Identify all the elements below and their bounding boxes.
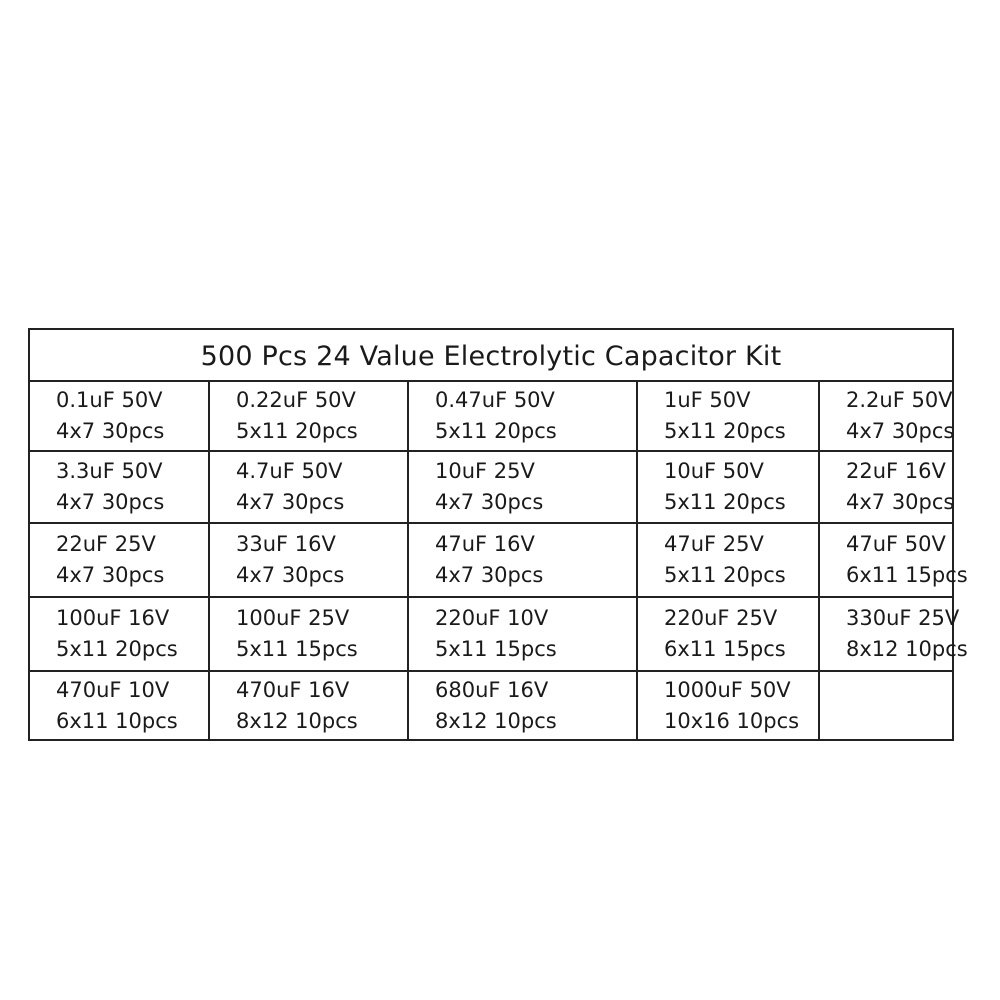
capacitor-spec: 470uF 10V xyxy=(56,677,170,702)
capacitor-cell xyxy=(638,452,820,524)
capacitor-spec: 1000uF 50V xyxy=(664,677,791,702)
capacitor-cell xyxy=(638,598,820,672)
capacitor-spec: 0.22uF 50V xyxy=(236,388,356,412)
capacitor-spec: 100uF 16V xyxy=(56,606,170,630)
capacitor-spec: 22uF 25V xyxy=(56,532,156,556)
capacitor-spec: 10uF 25V xyxy=(435,459,535,483)
capacitor-size-qty: 4x7 30pcs xyxy=(236,490,345,514)
capacitor-cell xyxy=(210,598,409,672)
capacitor-cell xyxy=(638,524,820,598)
capacitor-spec: 47uF 25V xyxy=(664,532,764,556)
capacitor-size-qty: 8x12 10pcs xyxy=(846,637,968,661)
capacitor-spec: 100uF 25V xyxy=(236,606,350,630)
capacitor-size-qty: 4x7 30pcs xyxy=(56,563,165,587)
capacitor-size-qty: 6x11 10pcs xyxy=(56,708,178,733)
capacitor-size-qty: 6x11 15pcs xyxy=(846,563,968,587)
capacitor-cell xyxy=(820,452,955,524)
capacitor-spec: 0.1uF 50V xyxy=(56,388,163,412)
capacitor-spec: 22uF 16V xyxy=(846,459,946,483)
capacitor-size-qty: 6x11 15pcs xyxy=(664,637,786,661)
capacitor-cell xyxy=(820,598,968,672)
capacitor-cell xyxy=(409,598,638,672)
capacitor-size-qty: 8x12 10pcs xyxy=(236,708,358,733)
capacitor-cell xyxy=(30,672,210,739)
capacitor-cell xyxy=(30,524,210,598)
capacitor-spec: 3.3uF 50V xyxy=(56,459,163,483)
capacitor-size-qty: 4x7 30pcs xyxy=(56,419,165,443)
capacitor-size-qty: 4x7 30pcs xyxy=(435,490,544,514)
capacitor-size-qty: 4x7 30pcs xyxy=(236,563,345,587)
capacitor-size-qty: 4x7 30pcs xyxy=(846,419,955,443)
capacitor-spec: 33uF 16V xyxy=(236,532,336,556)
capacitor-size-qty: 4x7 30pcs xyxy=(435,563,544,587)
capacitor-grid xyxy=(30,382,968,741)
capacitor-cell xyxy=(210,524,409,598)
capacitor-spec: 680uF 16V xyxy=(435,677,549,702)
capacitor-spec: 47uF 50V xyxy=(846,532,946,556)
capacitor-size-qty: 5x11 15pcs xyxy=(236,637,358,661)
capacitor-cell xyxy=(210,672,409,739)
capacitor-size-qty: 4x7 30pcs xyxy=(56,490,165,514)
capacitor-cell xyxy=(409,452,638,524)
capacitor-size-qty: 5x11 20pcs xyxy=(236,419,358,443)
capacitor-spec: 0.47uF 50V xyxy=(435,388,555,412)
table-title: 500 Pcs 24 Value Electrolytic Capacitor Kit xyxy=(30,330,952,382)
capacitor-spec: 10uF 50V xyxy=(664,459,764,483)
empty-cell xyxy=(820,672,952,739)
capacitor-spec: 330uF 25V xyxy=(846,606,960,630)
capacitor-cell xyxy=(30,452,210,524)
capacitor-cell xyxy=(30,382,210,452)
capacitor-spec: 4.7uF 50V xyxy=(236,459,343,483)
capacitor-spec: 47uF 16V xyxy=(435,532,535,556)
capacitor-size-qty: 8x12 10pcs xyxy=(435,708,557,733)
capacitor-cell xyxy=(820,382,955,452)
capacitor-size-qty: 5x11 20pcs xyxy=(664,419,786,443)
capacitor-cell xyxy=(210,382,409,452)
capacitor-spec: 2.2uF 50V xyxy=(846,388,953,412)
capacitor-spec: 1uF 50V xyxy=(664,388,751,412)
capacitor-spec: 220uF 10V xyxy=(435,606,549,630)
capacitor-spec: 470uF 16V xyxy=(236,677,350,702)
capacitor-size-qty: 5x11 20pcs xyxy=(435,419,557,443)
capacitor-size-qty: 5x11 15pcs xyxy=(435,637,557,661)
capacitor-cell xyxy=(820,524,968,598)
capacitor-cell xyxy=(30,598,210,672)
capacitor-cell xyxy=(409,672,638,739)
capacitor-cell xyxy=(638,382,820,452)
capacitor-spec: 220uF 25V xyxy=(664,606,778,630)
capacitor-size-qty: 4x7 30pcs xyxy=(846,490,955,514)
capacitor-kit-table xyxy=(28,328,968,741)
capacitor-size-qty: 5x11 20pcs xyxy=(664,490,786,514)
capacitor-size-qty: 10x16 10pcs xyxy=(664,708,800,733)
capacitor-cell xyxy=(409,382,638,452)
capacitor-size-qty: 5x11 20pcs xyxy=(56,637,178,661)
capacitor-cell xyxy=(638,672,820,739)
capacitor-cell xyxy=(409,524,638,598)
capacitor-size-qty: 5x11 20pcs xyxy=(664,563,786,587)
capacitor-cell xyxy=(210,452,409,524)
